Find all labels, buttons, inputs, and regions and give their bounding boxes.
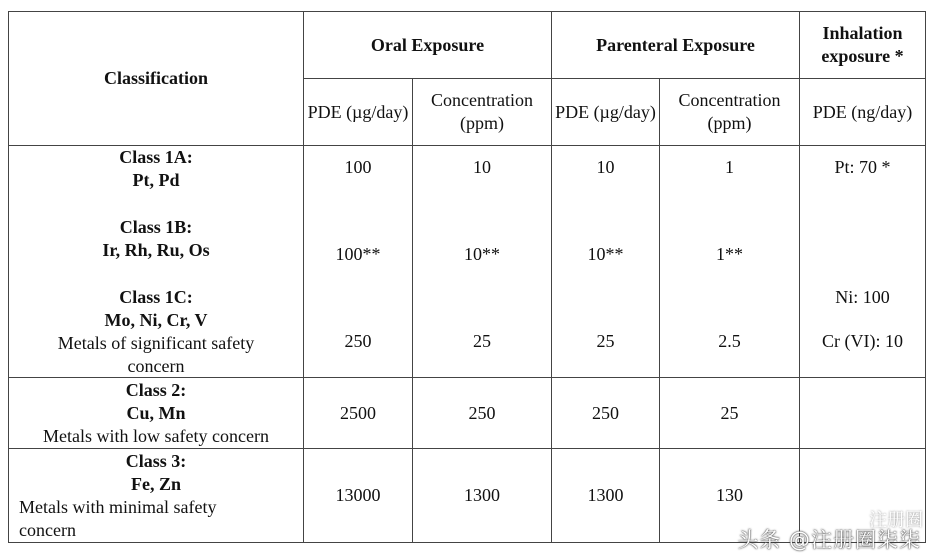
class-2-metals: Cu, Mn xyxy=(126,402,186,423)
value-1a-inhal: Pt: 70 * xyxy=(834,157,891,177)
pde-table xyxy=(8,11,926,543)
value-2-inhal xyxy=(800,378,926,449)
value-3-oral-conc: 1300 xyxy=(413,449,552,543)
header-parenteral-pde: PDE (µg/day) xyxy=(552,79,660,146)
cell-parenteral-conc-class-1 xyxy=(660,146,800,378)
value-1c-oral-conc: 25 xyxy=(473,331,491,351)
value-1b-oral-conc: 10** xyxy=(464,244,500,264)
cell-classification-class-2 xyxy=(9,378,304,449)
watermark-text: 头条 @注册圈柒柒 xyxy=(737,528,921,552)
class-3-label: Class 3: xyxy=(125,450,187,471)
header-inhalation-exposure: Inhalation exposure * xyxy=(800,12,926,79)
value-1a-par-pde: 10 xyxy=(596,157,615,177)
header-oral-concentration: Concentration (ppm) xyxy=(413,79,552,146)
class-2-desc: Metals with low safety concern xyxy=(43,425,269,446)
value-3-par-pde: 1300 xyxy=(552,449,660,543)
cell-inhalation-class-1 xyxy=(800,146,926,378)
table-row-class-1 xyxy=(9,146,926,378)
value-1c-oral-pde: 250 xyxy=(344,331,372,351)
value-1c-inhal-ni: Ni: 100 xyxy=(835,287,890,307)
value-1a-oral-pde: 100 xyxy=(344,157,372,177)
value-1b-oral-pde: 100** xyxy=(335,244,381,264)
header-classification: Classification xyxy=(9,12,304,146)
header-parenteral-exposure: Parenteral Exposure xyxy=(552,12,800,79)
class-1a-label: Class 1A: Pt, Pd xyxy=(119,147,193,190)
value-1c-par-conc: 2.5 xyxy=(718,331,741,351)
value-1b-par-conc: 1** xyxy=(716,244,743,264)
value-3-oral-pde: 13000 xyxy=(304,449,413,543)
table-row-class-2 xyxy=(9,378,926,449)
cell-parenteral-pde-class-1 xyxy=(552,146,660,378)
value-3-par-conc: 130 xyxy=(660,449,800,543)
class-3-metals: Fe, Zn xyxy=(130,473,181,494)
header-oral-pde: PDE (µg/day) xyxy=(304,79,413,146)
header-row-1 xyxy=(9,12,926,79)
header-parenteral-concentration: Concentration (ppm) xyxy=(660,79,800,146)
cell-oral-conc-class-1 xyxy=(413,146,552,378)
header-inhalation-pde: PDE (ng/day) xyxy=(800,79,926,146)
cell-oral-pde-class-1 xyxy=(304,146,413,378)
cell-classification-class-3 xyxy=(9,449,304,543)
watermark-logo: 注册圈 xyxy=(869,510,923,531)
value-1c-par-pde: 25 xyxy=(596,331,615,351)
value-2-par-conc: 25 xyxy=(660,378,800,449)
class-3-desc: Metals with minimal safety concern xyxy=(19,496,217,540)
header-oral-exposure: Oral Exposure xyxy=(304,12,552,79)
class-1b-label: Class 1B: Ir, Rh, Ru, Os xyxy=(102,217,210,260)
class-2-label: Class 2: xyxy=(125,379,187,400)
value-1a-oral-conc: 10 xyxy=(473,157,491,177)
value-1b-par-pde: 10** xyxy=(587,244,624,264)
value-2-oral-pde: 2500 xyxy=(304,378,413,449)
value-2-par-pde: 250 xyxy=(552,378,660,449)
class-1c-label: Class 1C: Mo, Ni, Cr, V Metals of significant safety concern xyxy=(57,287,255,376)
value-1c-inhal-cr: Cr (VI): 10 xyxy=(822,331,903,351)
cell-classification-class-1 xyxy=(9,146,304,378)
value-1a-par-conc: 1 xyxy=(725,157,734,177)
value-2-oral-conc: 250 xyxy=(413,378,552,449)
